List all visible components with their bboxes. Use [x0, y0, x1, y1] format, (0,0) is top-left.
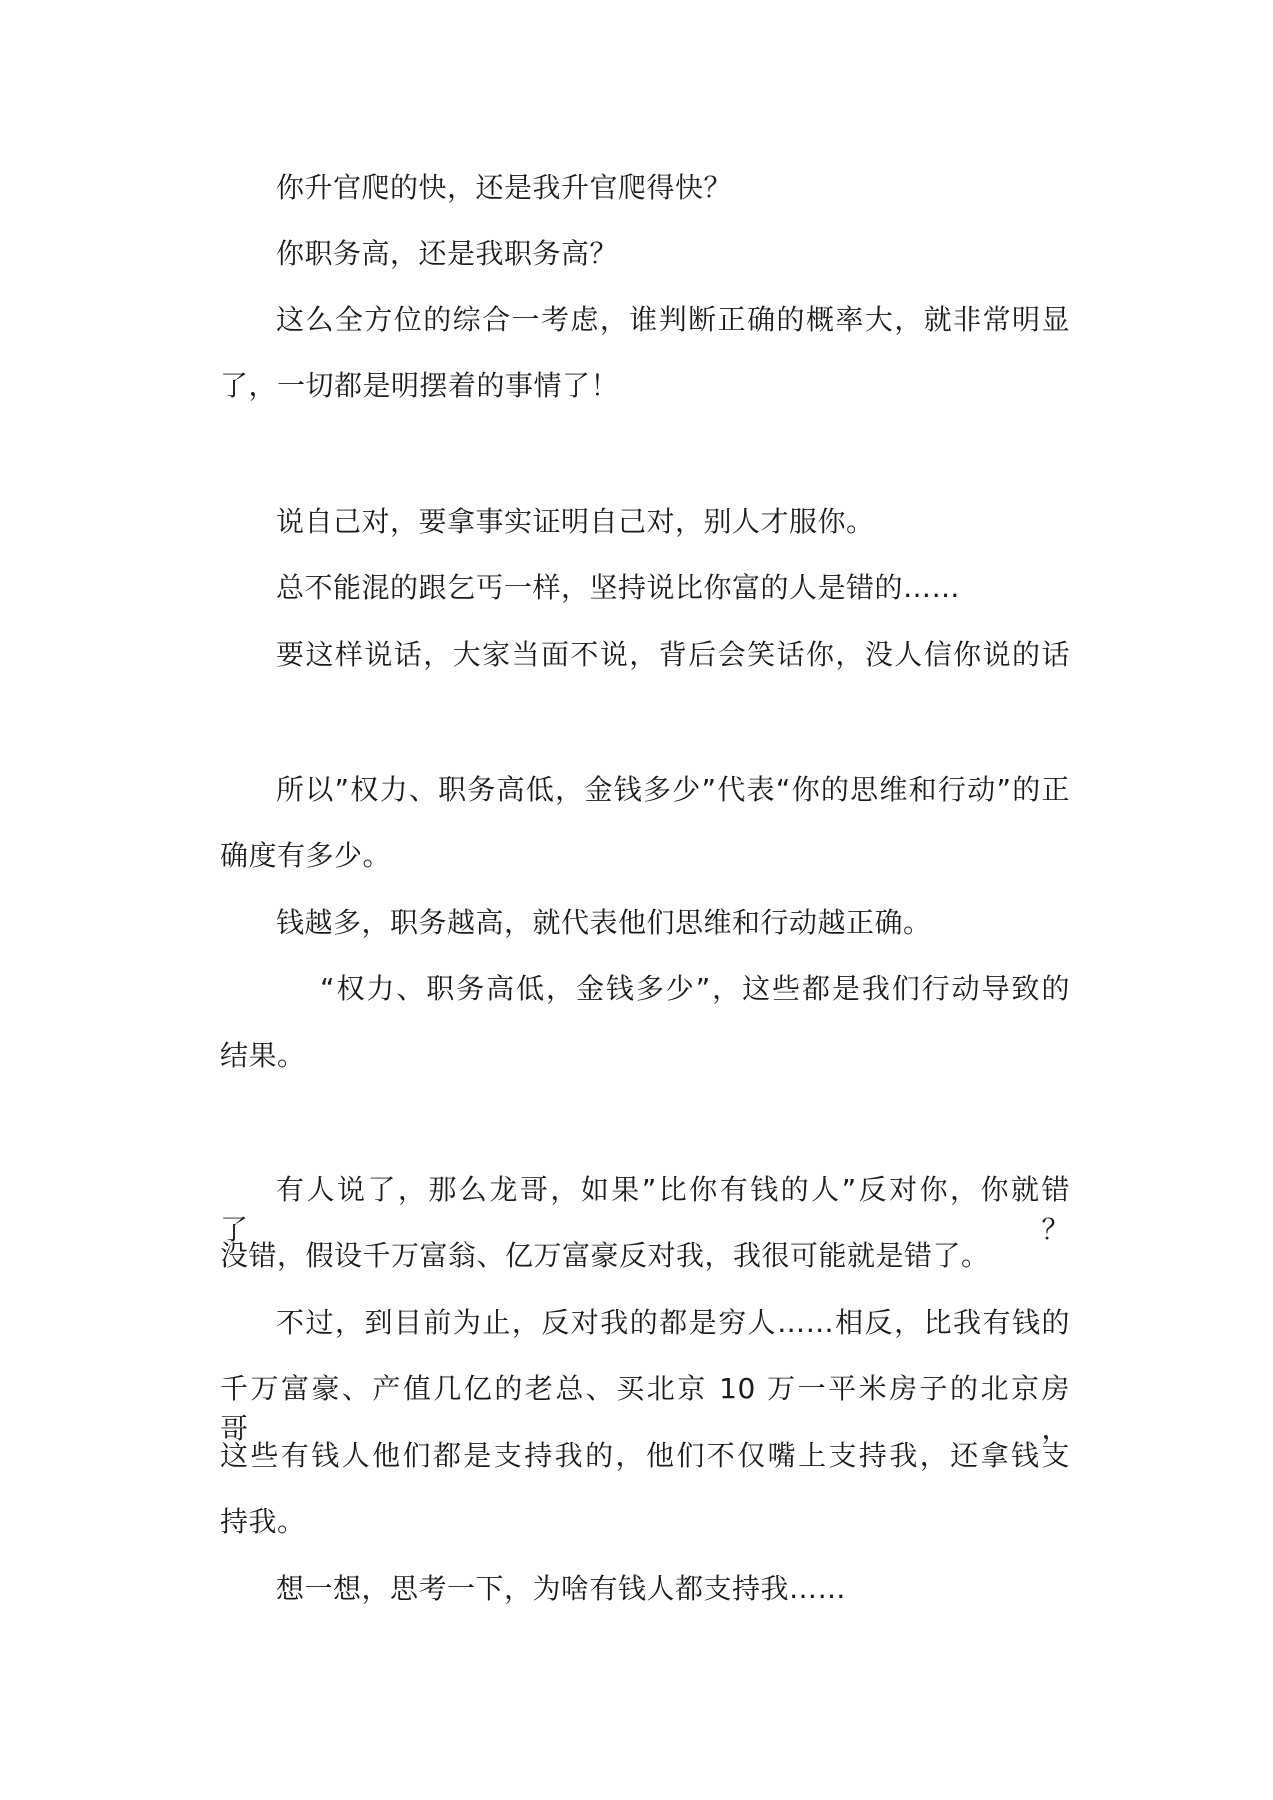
text-line: 要这样说话，大家当面不说，背后会笑话你，没人信你说的话: [276, 638, 1070, 671]
text-line: 这么全方位的综合一考虑，谁判断正确的概率大，就非常明显: [276, 303, 1070, 336]
text-line: 所以”权力、职务高低，金钱多少”代表“你的思维和行动”的正: [276, 773, 1070, 806]
text-line: 总不能混的跟乞丐一样，坚持说比你富的人是错的……: [276, 571, 961, 604]
text-line: 千万富豪、产值几亿的老总、买北京 10 万一平米房子的北京房哥，: [220, 1372, 1070, 1445]
text-line: 说自己对，要拿事实证明自己对，别人才服你。: [276, 505, 875, 538]
text-line: 你升官爬的快，还是我升官爬得快？: [276, 171, 733, 204]
text-line: 确度有多少。: [220, 839, 392, 872]
text-line: 钱越多，职务越高，就代表他们思维和行动越正确。: [276, 906, 932, 939]
text-line: 想一想，思考一下，为啥有钱人都支持我……: [276, 1572, 847, 1605]
text-line: 有人说了，那么龙哥，如果”比你有钱的人”反对你，你就错了？: [220, 1173, 1070, 1246]
text-line: “权力、职务高低，金钱多少”，这些都是我们行动导致的: [320, 972, 1070, 1005]
text-line: 结果。: [220, 1039, 306, 1072]
text-line: 不过，到目前为止，反对我的都是穷人……相反，比我有钱的: [276, 1306, 1070, 1339]
text-line: 持我。: [220, 1505, 306, 1538]
text-line: 这些有钱人他们都是支持我的，他们不仅嘴上支持我，还拿钱支: [220, 1439, 1070, 1472]
text-line: 没错，假设千万富翁、亿万富豪反对我，我很可能就是错了。: [220, 1239, 990, 1272]
text-line: 你职务高，还是我职务高？: [276, 237, 619, 270]
text-line: 了，一切都是明摆着的事情了！: [220, 369, 620, 402]
